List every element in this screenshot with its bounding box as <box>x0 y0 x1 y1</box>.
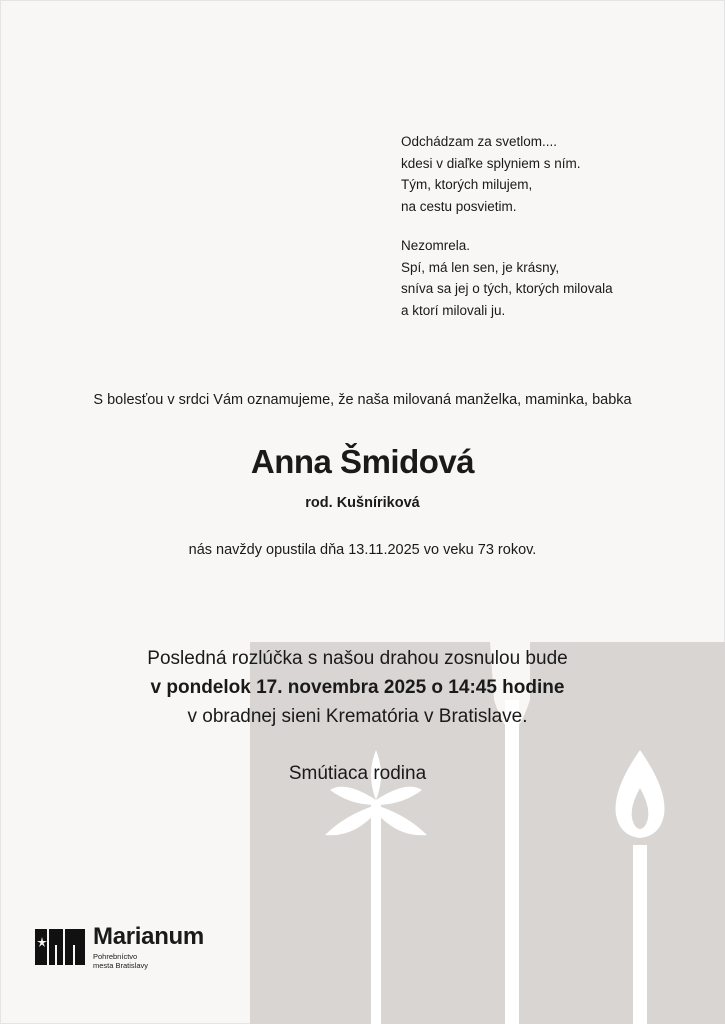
death-notice: nás navždy opustila dňa 13.11.2025 vo veku 73 rokov. <box>188 542 537 558</box>
poem-line: Odchádzam za svetlom.... <box>401 134 558 149</box>
maiden-name: rod. Kušníriková <box>305 495 420 511</box>
logo-name: Marianum <box>93 923 204 950</box>
deceased-name: Anna Šmidová <box>250 443 475 480</box>
poem-line: Spí, má len sen, je krásny, <box>401 259 560 275</box>
farewell-date: v pondelok 17. novembra 2025 o 14:45 hodine <box>150 677 565 698</box>
poem-line: sníva sa jej o tých, ktorých milovala <box>401 281 613 296</box>
farewell-line: Posledná rozlúčka s našou drahou zosnulou bude <box>147 648 568 669</box>
logo-subtitle-line: Pohrebníctvo <box>93 952 138 961</box>
poem-line: a ktorí milovali ju. <box>401 302 506 318</box>
farewell-info <box>0 644 715 731</box>
poem-line: na cestu posvietim. <box>401 198 517 214</box>
announcement-intro: S bolesťou v srdci Vám oznamujeme, že naša milovaná manželka, maminka, babka <box>93 392 632 408</box>
logo-subtitle-line: mesta Bratislavy <box>93 961 149 970</box>
rod-icon <box>505 700 519 1024</box>
marianum-logo-icon <box>33 925 87 969</box>
poem-line: Nezomrela. <box>401 238 471 253</box>
logo-subtitle <box>93 952 148 970</box>
signature: Smútiaca rodina <box>288 763 427 784</box>
poem <box>401 131 613 321</box>
farewell-place: v obradnej sieni Krematória v Bratislave. <box>187 706 528 727</box>
poem-line: Tým, ktorých milujem, <box>401 177 533 192</box>
marianum-logo <box>33 923 204 974</box>
poem-line: kdesi v diaľke splyniem s ním. <box>401 155 581 171</box>
